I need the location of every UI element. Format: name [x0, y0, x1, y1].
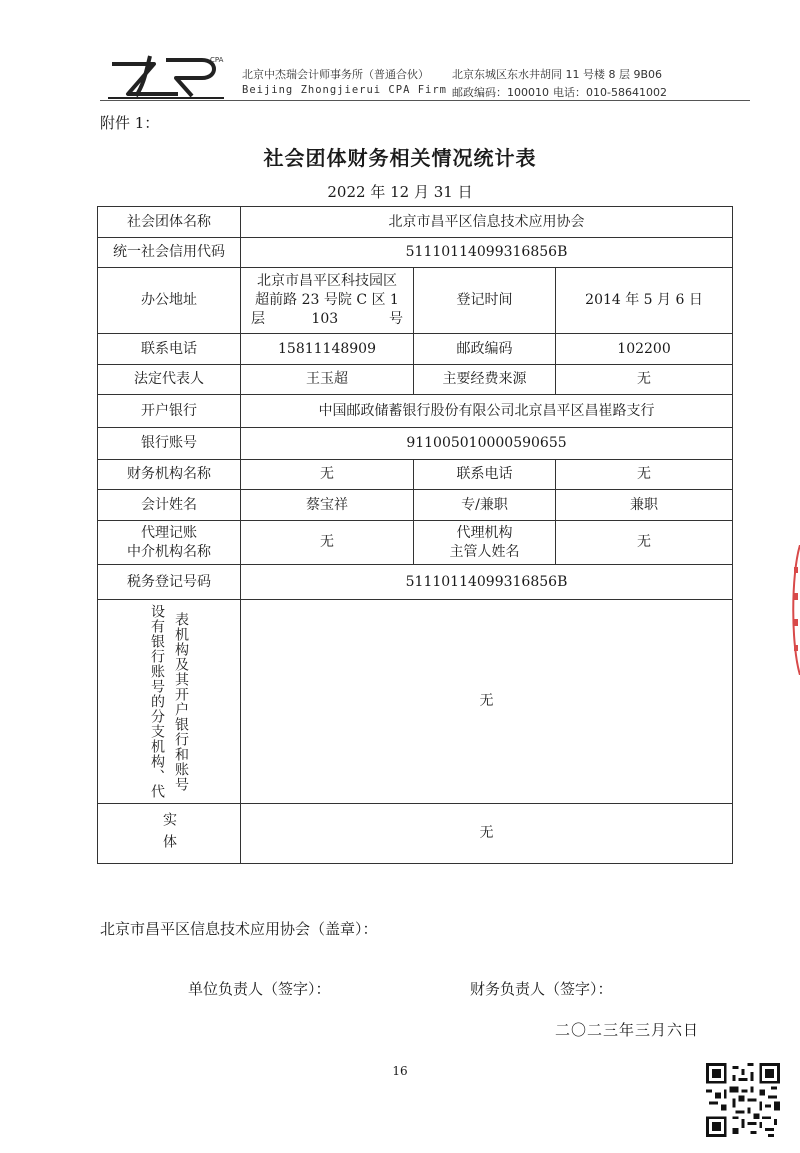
office-address-value: 北京市昌平区科技园区超前路 23 号院 C 区 1 层103 号 — [241, 268, 414, 334]
tax-reg-value: 51110114099316856B — [241, 565, 733, 600]
employment-type-label: 专/兼职 — [414, 490, 556, 521]
table-row — [98, 268, 733, 334]
registration-time-label: 登记时间 — [414, 268, 556, 334]
finance-head-signature: 财务负责人（签字）： — [470, 980, 613, 998]
entity-label — [98, 804, 241, 864]
org-name-label: 社会团体名称 — [98, 207, 241, 238]
org-name-value: 北京市昌平区信息技术应用协会 — [241, 207, 733, 238]
table-row — [98, 365, 733, 395]
association-seal-line: 北京市昌平区信息技术应用协会（盖章）： — [100, 920, 378, 938]
finance-org-label: 财务机构名称 — [98, 460, 241, 490]
agent-head-value: 无 — [556, 521, 733, 565]
table-row — [98, 395, 733, 428]
page-number: 16 — [392, 1064, 408, 1078]
branches-label — [98, 600, 241, 804]
credit-code-label: 统一社会信用代码 — [98, 238, 241, 268]
bank-label: 开户银行 — [98, 395, 241, 428]
bank-value: 中国邮政储蓄银行股份有限公司北京昌平区昌崔路支行 — [241, 395, 733, 428]
accountant-label: 会计姓名 — [98, 490, 241, 521]
entity-label-text: 实体 — [161, 811, 177, 856]
qr-code-icon — [706, 1063, 780, 1137]
finance-phone-label: 联系电话 — [414, 460, 556, 490]
accountant-value: 蔡宝祥 — [241, 490, 414, 521]
entity-value: 无 — [241, 804, 733, 864]
signing-date: 二〇二三年三月六日 — [555, 1021, 700, 1039]
table-row — [98, 428, 733, 460]
table-row — [98, 460, 733, 490]
table-row — [98, 207, 733, 238]
table-row — [98, 600, 733, 804]
agent-org-value: 无 — [241, 521, 414, 565]
report-date: 2022 年 12 月 31 日 — [327, 183, 473, 201]
finance-phone-value: 无 — [556, 460, 733, 490]
agent-head-label: 代理机构 主管人姓名 — [414, 521, 556, 565]
phone-value: 15811148909 — [241, 334, 414, 365]
credit-code-value: 51110114099316856B — [241, 238, 733, 268]
page-title: 社会团体财务相关情况统计表 — [263, 146, 537, 170]
legal-rep-value: 王玉超 — [241, 365, 414, 395]
unit-head-signature: 单位负责人（签字）： — [188, 980, 331, 998]
statistics-table — [97, 206, 733, 864]
firm-name-cn: 北京中杰瑞会计师事务所（普通合伙） — [242, 68, 429, 81]
firm-postcode: 邮政编码：100010 — [452, 86, 549, 99]
legal-rep-label: 法定代表人 — [98, 365, 241, 395]
account-value: 911005010000590655 — [241, 428, 733, 460]
office-address-label: 办公地址 — [98, 268, 241, 334]
account-label: 银行账号 — [98, 428, 241, 460]
table-row — [98, 804, 733, 864]
employment-type-value: 兼职 — [556, 490, 733, 521]
branches-label-col2: 表机构及其开户银行和账号 — [173, 611, 189, 792]
table-row — [98, 521, 733, 565]
branches-value: 无 — [241, 600, 733, 804]
firm-phone: 电话：010-58641002 — [553, 86, 667, 99]
funding-source-value: 无 — [556, 365, 733, 395]
firm-name-en: Beijing Zhongjierui CPA Firm — [242, 84, 448, 96]
branches-label-col1: 设有银行账号的分支机构、代 — [149, 604, 165, 799]
logo-cpa-text: CPA — [210, 56, 224, 64]
registration-time-value: 2014 年 5 月 6 日 — [556, 268, 733, 334]
phone-label: 联系电话 — [98, 334, 241, 365]
table-row — [98, 238, 733, 268]
funding-source-label: 主要经费来源 — [414, 365, 556, 395]
table-row — [98, 490, 733, 521]
postcode-label: 邮政编码 — [414, 334, 556, 365]
tax-reg-label: 税务登记号码 — [98, 565, 241, 600]
attachment-label: 附件 1： — [100, 114, 160, 132]
table-row — [98, 334, 733, 365]
letterhead-divider — [100, 100, 750, 101]
finance-org-value: 无 — [241, 460, 414, 490]
firm-logo — [106, 50, 230, 102]
postcode-value: 102200 — [556, 334, 733, 365]
table-row — [98, 565, 733, 600]
firm-address: 北京东城区东水井胡同 11 号楼 8 层 9B06 — [452, 68, 663, 81]
seal-stamp-fragment-icon — [789, 545, 800, 675]
agent-org-label: 代理记账 中介机构名称 — [98, 521, 241, 565]
